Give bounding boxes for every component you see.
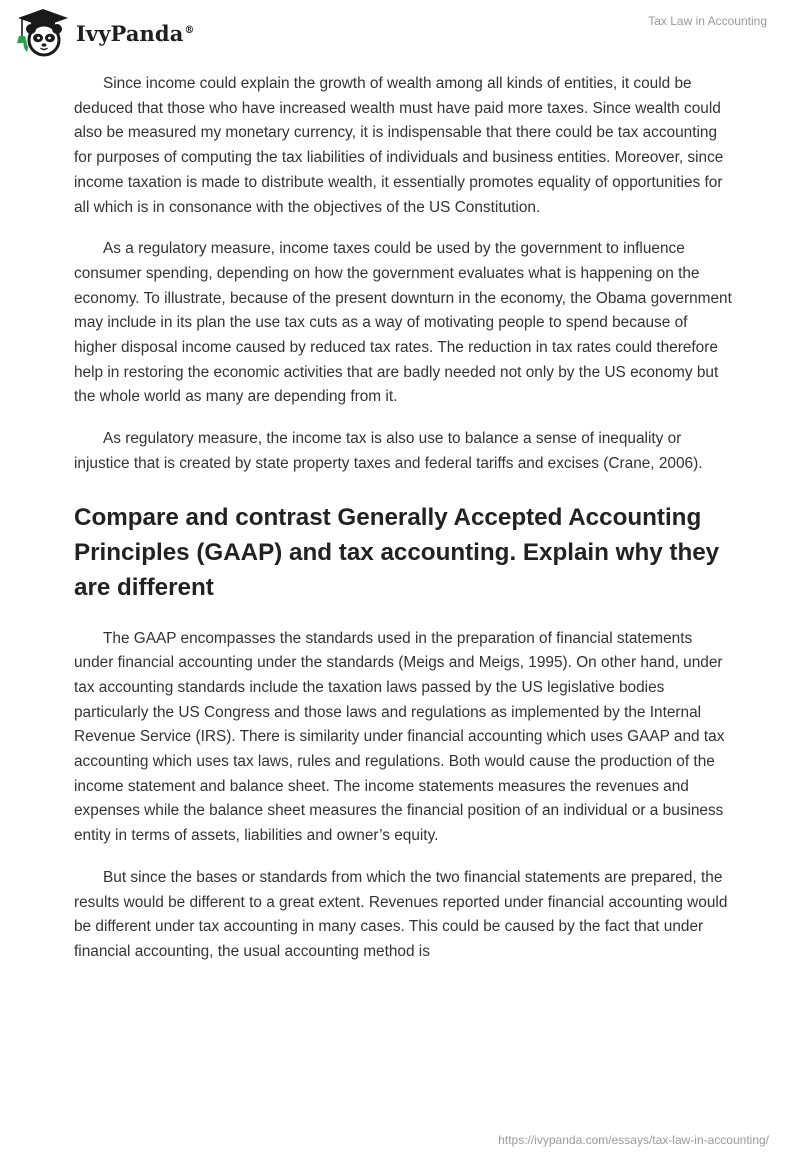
source-url[interactable]: https://ivypanda.com/essays/tax-law-in-accounting/ [498,1133,769,1147]
registered-mark: ® [184,24,195,36]
paragraph: As regulatory measure, the income tax is also use to balance a sense of inequality or injustice that is created by state property taxes and federal tariffs and excises (Crane, 2006). [74,430,703,472]
ivypanda-logo[interactable] [14,7,195,59]
brand-name: IvyPanda® [76,20,195,46]
page-header [0,0,800,70]
panda-graduate-icon [14,7,72,59]
paragraph: The GAAP encompasses the standards used in the preparation of financial statements under financial accounting under the standards (Meigs and Meigs, 1995). On other hand, under tax accounting standards include the taxation laws passed by the US legislative bodies particularly the US Congress and those laws and regulations as implemented by the Internal Revenue Service (IRS). There is similarity under financial accounting which uses GAAP and tax accounting which uses tax laws, rules and regulations. Both would cause the production of the income statement and balance sheet. The income statements measures the revenues and expenses while the balance sheet measures the financial position of an individual or a business entity in terms of assets, liabilities and owner’s equity. [74,629,725,845]
section-heading: Compare and contrast Generally Accepted Accounting Principles (GAAP) and tax accounting. Explain why they are different [74,503,720,601]
essay-body [74,72,734,982]
document-title: Tax Law in Accounting [648,14,767,28]
paragraph: As a regulatory measure, income taxes could be used by the government to influence consumer spending, depending on how the government evaluates what is happening on the economy. To illustrate, because of the present downturn in the economy, the Obama government may include in its plan the use tax cuts as a way of motivating people to spend because of higher disposal income caused by reduced tax rates. The reduction in tax rates could therefore help in restoring the economic activities that are badly needed not only by the US economy but the whole world as many are depending from it. [74,240,732,406]
paragraph: Since income could explain the growth of wealth among all kinds of entities, it could be deduced that those who have increased wealth must have paid more taxes. Since wealth could also be measured my monetary currency, it is indispensable that there could be tax accounting for purposes of computing the tax liabilities of individuals and business entities. Moreover, since income taxation is made to distribute wealth, it essentially promotes equality of opportunities for all which is in consonance with the objectives of the US Constitution. [74,75,724,216]
paragraph: But since the bases or standards from which the two financial statements are prepared, the results would be different to a great extent. Revenues reported under financial accounting would be different under tax accounting in many cases. This could be caused by the fact that under financial accounting, the usual accounting method is [74,868,728,960]
